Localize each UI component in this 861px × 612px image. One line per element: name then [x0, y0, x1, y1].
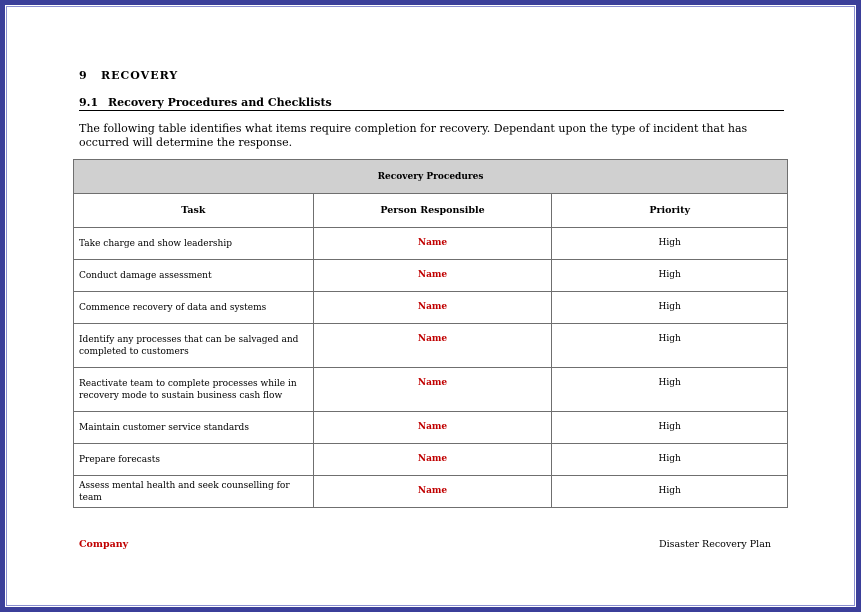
- section-heading: [79, 69, 178, 82]
- priority-cell: High: [552, 228, 788, 260]
- person-cell: Name: [313, 292, 552, 324]
- priority-cell: High: [552, 324, 788, 368]
- priority-cell: High: [552, 292, 788, 324]
- task-cell: Identify any processes that can be salvaged and completed to customers: [74, 324, 314, 368]
- header-person-responsible: Person Responsible: [313, 194, 552, 228]
- task-cell: Commence recovery of data and systems: [74, 292, 314, 324]
- footer-company: Company: [79, 539, 129, 550]
- section-number: 9: [79, 69, 88, 82]
- person-cell: Name: [313, 228, 552, 260]
- task-cell: Take charge and show leadership: [74, 228, 314, 260]
- person-cell: Name: [313, 476, 552, 508]
- table-row: [74, 228, 788, 260]
- table-row: [74, 260, 788, 292]
- priority-cell: High: [552, 476, 788, 508]
- person-cell: Name: [313, 444, 552, 476]
- subsection-heading: [79, 96, 784, 111]
- table-row: [74, 368, 788, 412]
- table-row: [74, 292, 788, 324]
- table-row: [74, 412, 788, 444]
- table-row: [74, 444, 788, 476]
- priority-cell: High: [552, 368, 788, 412]
- table-caption: Recovery Procedures: [74, 160, 788, 194]
- section-title: RECOVERY: [101, 69, 179, 82]
- task-cell: Assess mental health and seek counselling for team: [74, 476, 314, 508]
- intro-paragraph: The following table identifies what items require completion for recovery. Dependant upon the type of incident that has occurred will determine the response.: [79, 122, 748, 149]
- priority-cell: High: [552, 260, 788, 292]
- person-cell: Name: [313, 368, 552, 412]
- person-cell: Name: [313, 412, 552, 444]
- table-caption-row: [74, 160, 788, 194]
- priority-cell: High: [552, 444, 788, 476]
- header-priority: Priority: [552, 194, 788, 228]
- priority-cell: High: [552, 412, 788, 444]
- subsection-number: 9.1: [79, 96, 99, 109]
- task-cell: Reactivate team to complete processes while in recovery mode to sustain business cash flow: [74, 368, 314, 412]
- table-row: [74, 324, 788, 368]
- task-cell: Maintain customer service standards: [74, 412, 314, 444]
- person-cell: Name: [313, 260, 552, 292]
- table-header-row: [74, 194, 788, 228]
- subsection-title: Recovery Procedures and Checklists: [108, 96, 332, 109]
- footer-document-title: Disaster Recovery Plan: [658, 539, 771, 550]
- person-cell: Name: [313, 324, 552, 368]
- task-cell: Prepare forecasts: [74, 444, 314, 476]
- task-cell: Conduct damage assessment: [74, 260, 314, 292]
- header-task: Task: [74, 194, 314, 228]
- recovery-procedures-table: [73, 159, 788, 508]
- table-row: [74, 476, 788, 508]
